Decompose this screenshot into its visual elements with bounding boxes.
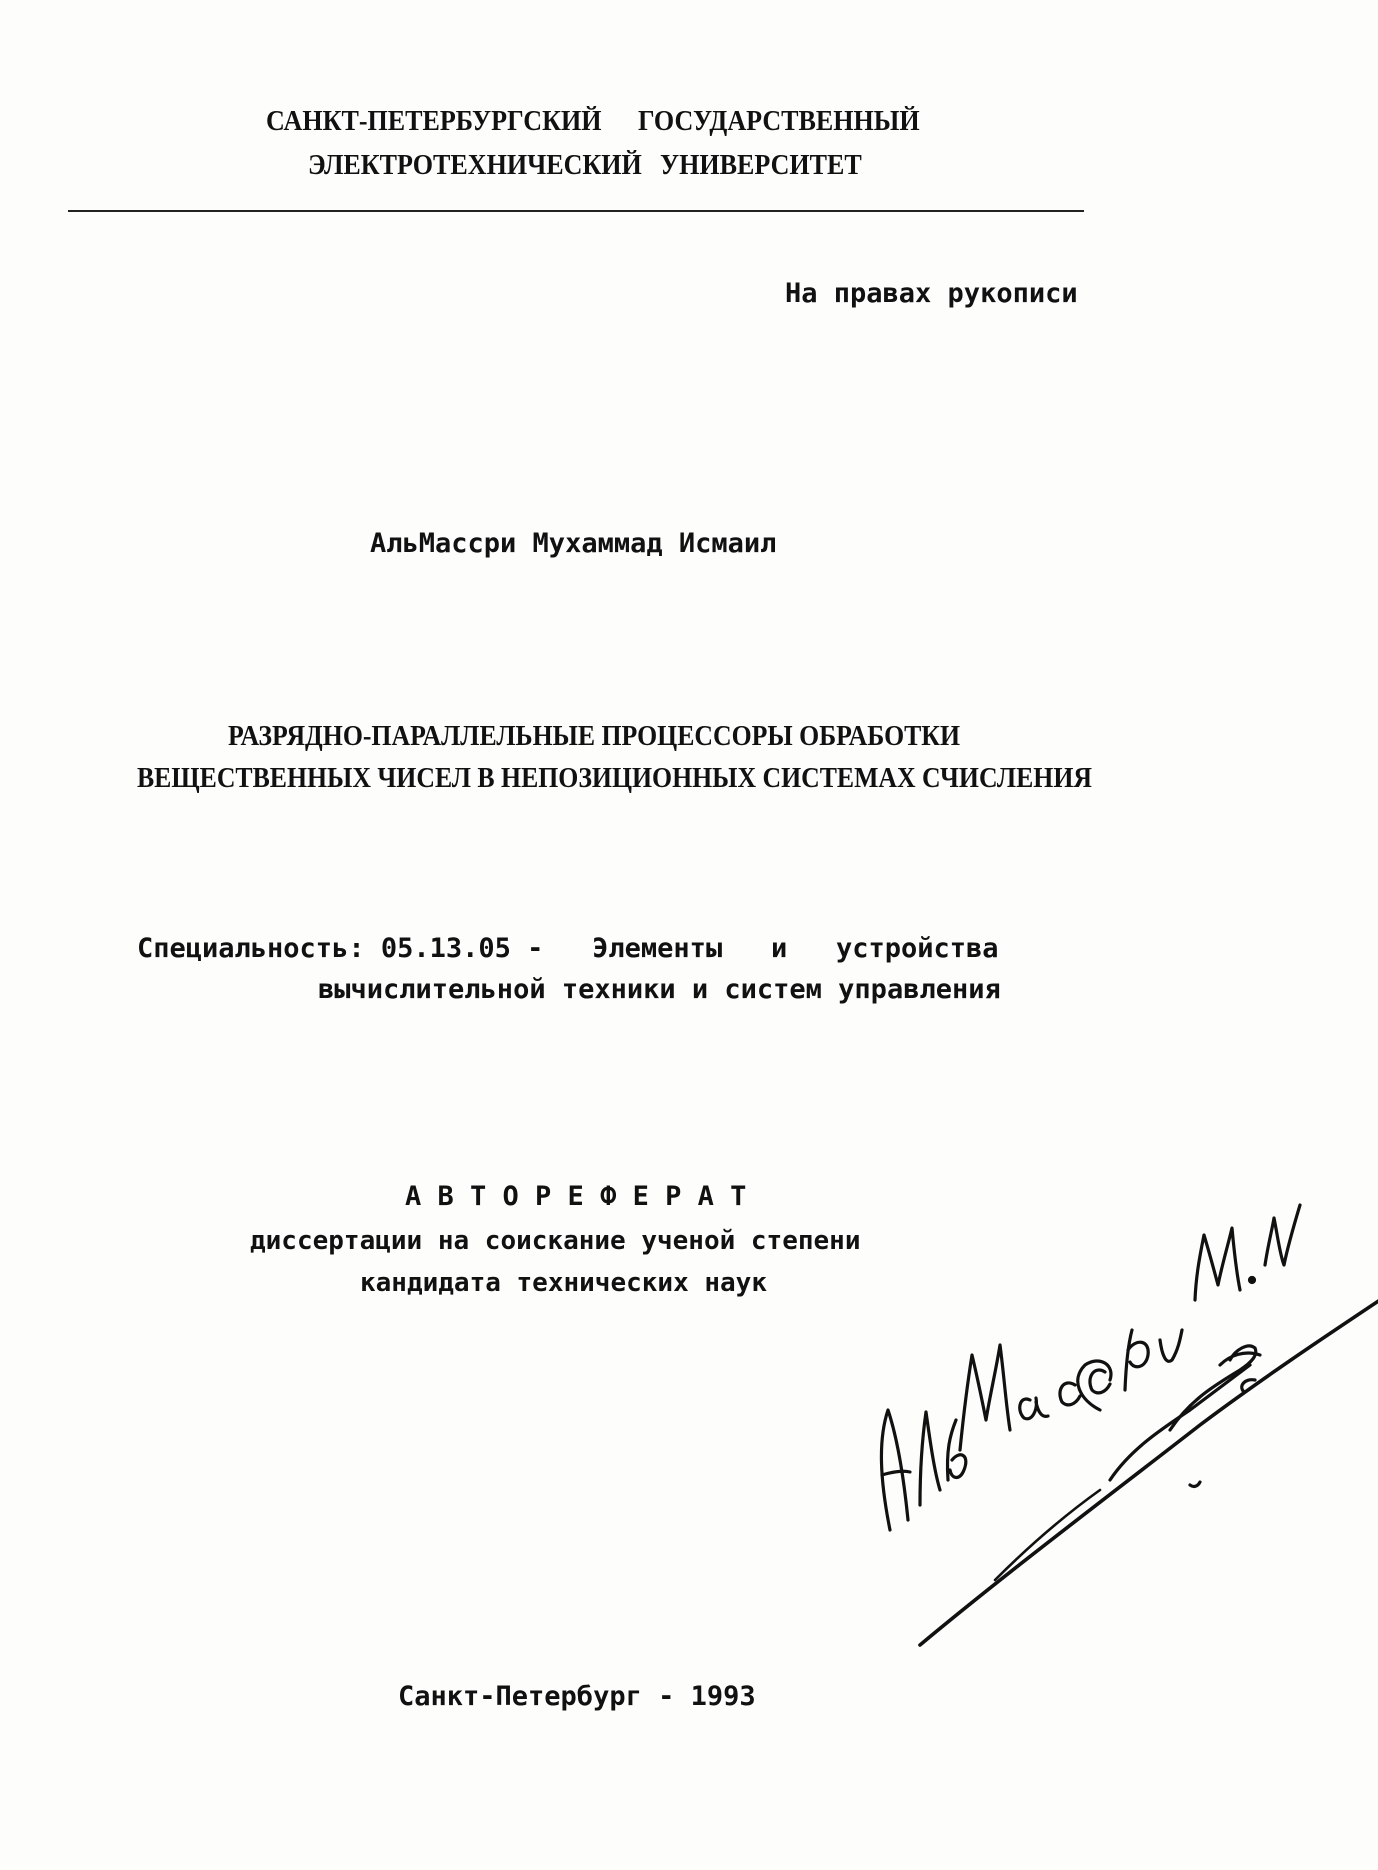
abstract-heading: А В Т О Р Е Ф Е Р А Т <box>405 1181 747 1212</box>
abstract-line1: диссертации на соискание ученой степени <box>250 1226 861 1256</box>
specialty-line2: вычислительной техники и систем управления <box>318 974 1001 1005</box>
university-name-line1-left: САНКТ-ПЕТЕРБУРГСКИЙ <box>266 106 602 137</box>
abstract-line2: кандидата технических наук <box>360 1268 767 1298</box>
manuscript-note: На правах рукописи <box>785 278 1078 309</box>
place-and-year: Санкт-Петербург - 1993 <box>398 1681 756 1712</box>
author-name: АльМассри Мухаммад Исмаил <box>370 528 777 559</box>
university-name-line2-left: ЭЛЕКТРОТЕХНИЧЕСКИЙ <box>308 150 642 181</box>
header-divider <box>68 210 1084 212</box>
dissertation-title-line2: ВЕЩЕСТВЕННЫХ ЧИСЕЛ В НЕПОЗИЦИОННЫХ СИСТЕМАХ СЧИСЛЕНИЯ <box>137 763 1092 794</box>
university-name-line1-right: ГОСУДАРСТВЕННЫЙ <box>638 106 920 137</box>
university-name-line2-right: УНИВЕРСИТЕТ <box>660 150 862 181</box>
handwritten-signature <box>860 1150 1378 1650</box>
specialty-line1: Специальность: 05.13.05 - Элементы и устройства <box>137 933 999 964</box>
dissertation-title-line1: РАЗРЯДНО-ПАРАЛЛЕЛЬНЫЕ ПРОЦЕССОРЫ ОБРАБОТКИ <box>228 721 961 752</box>
